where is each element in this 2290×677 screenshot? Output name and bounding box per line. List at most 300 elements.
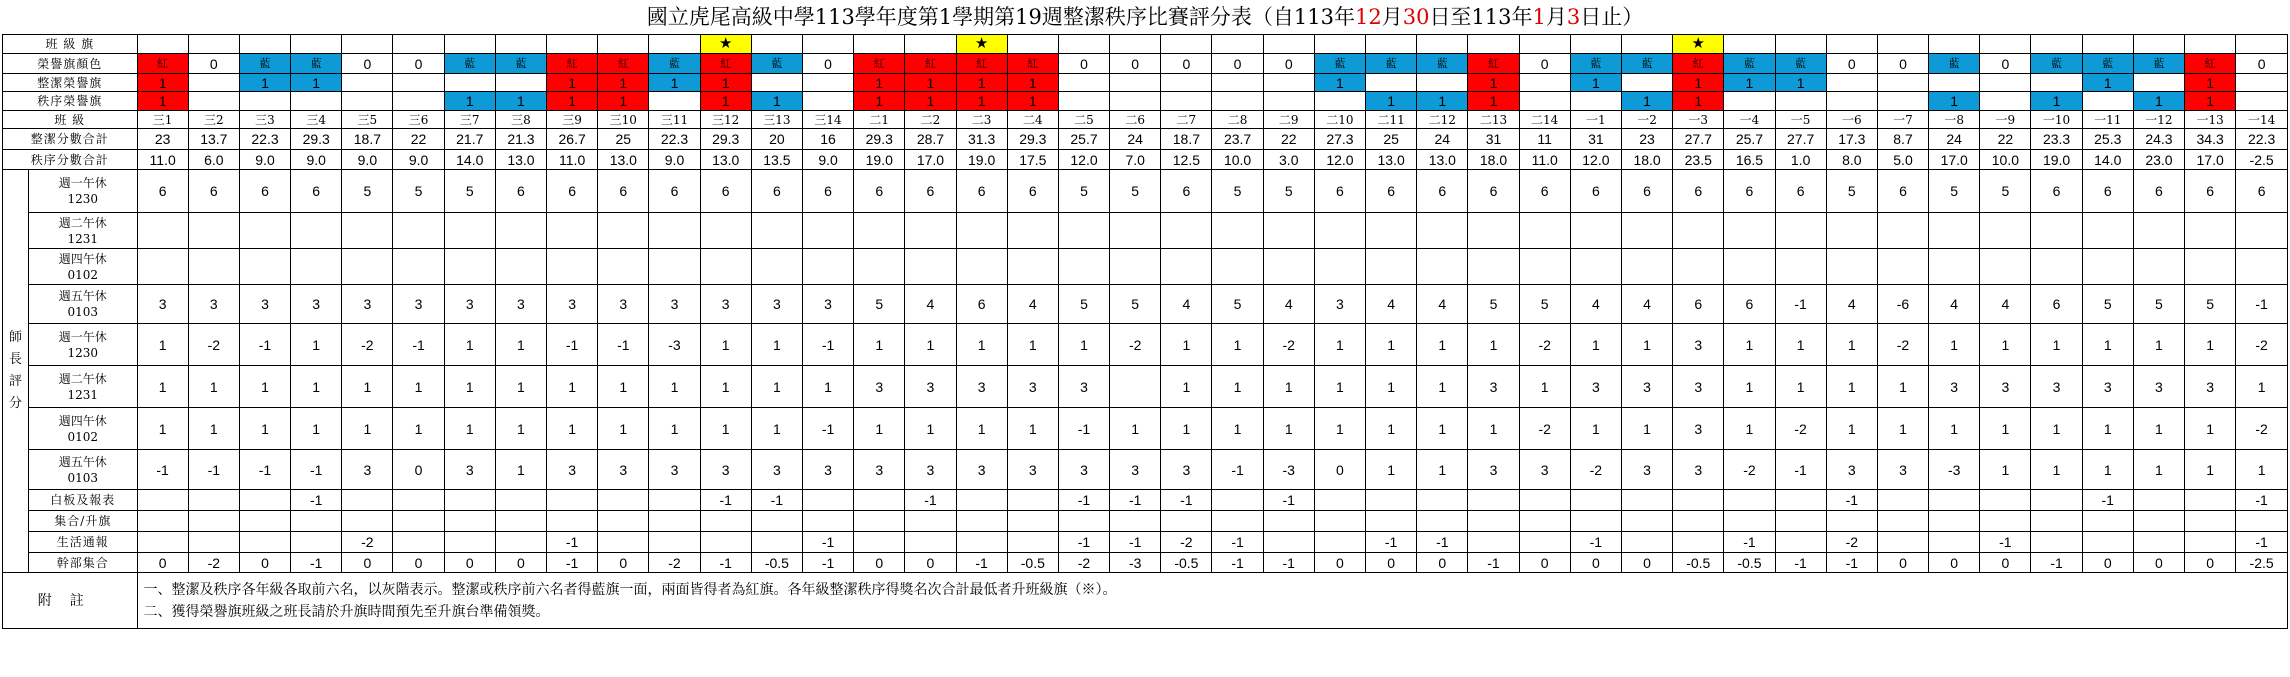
rest-8-cell-33: -1 [1775, 450, 1826, 490]
rest-1-cell-3: 6 [239, 170, 290, 213]
class-cell-14: 三14 [802, 111, 853, 129]
flag-color-cell-20: 0 [1110, 54, 1161, 74]
whiteboard-cell-38 [2031, 490, 2082, 511]
rest-8-cell-25: 1 [1366, 450, 1417, 490]
assembly-cell-17 [956, 511, 1007, 532]
clean-flag-cell-25 [1366, 74, 1417, 92]
class-flag-cell-16 [905, 35, 956, 54]
rest-8-cell-14: 3 [802, 450, 853, 490]
flag-color-cell-37: 0 [1980, 54, 2031, 74]
rest-7-cell-1: 1 [137, 408, 188, 450]
rest-2-cell-14 [802, 213, 853, 249]
class-flag-cell-14 [802, 35, 853, 54]
whiteboard-cell-8 [495, 490, 546, 511]
assembly-cell-37 [1980, 511, 2031, 532]
rest-1-cell-22: 5 [1212, 170, 1263, 213]
rest-1-cell-19: 5 [1058, 170, 1109, 213]
rest-4-cell-17: 6 [956, 285, 1007, 324]
class-cell-1: 三1 [137, 111, 188, 129]
flag-color-cell-9: 紅 [547, 54, 598, 74]
order-flag-row [3, 92, 2288, 111]
cadre-cell-10: 0 [598, 553, 649, 573]
flag-color-cell-22: 0 [1212, 54, 1263, 74]
clean-flag-cell-37 [1980, 74, 2031, 92]
flag-color-cell-39: 藍 [2082, 54, 2133, 74]
cadre-cell-26: 0 [1417, 553, 1468, 573]
label-rest-1: 週一午休 1230 [29, 170, 137, 213]
rest-4-cell-40: 5 [2133, 285, 2184, 324]
rest-5-cell-15: 1 [854, 324, 905, 366]
whiteboard-cell-35 [1877, 490, 1928, 511]
class-cell-12: 三12 [700, 111, 751, 129]
rest-5-cell-24: 1 [1314, 324, 1365, 366]
order-flag-cell-37 [1980, 92, 2031, 111]
whiteboard-cell-28 [1519, 490, 1570, 511]
class-cell-23: 二9 [1263, 111, 1314, 129]
order-flag-cell-36: 1 [1929, 92, 1980, 111]
order-flag-cell-16: 1 [905, 92, 956, 111]
rest-6-cell-26: 1 [1417, 366, 1468, 408]
assembly-cell-7 [444, 511, 495, 532]
clean-flag-cell-3: 1 [239, 74, 290, 92]
order-flag-cell-41: 1 [2185, 92, 2236, 111]
order-total-cell-13: 13.5 [751, 150, 802, 170]
clean-flag-cell-14 [802, 74, 853, 92]
whiteboard-cell-5 [342, 490, 393, 511]
flag-color-cell-16: 紅 [905, 54, 956, 74]
order-total-cell-5: 9.0 [342, 150, 393, 170]
order-flag-cell-39 [2082, 92, 2133, 111]
rest-7-cell-18: 1 [1007, 408, 1058, 450]
rest-6-cell-42: 1 [2236, 366, 2288, 408]
cadre-cell-41: 0 [2185, 553, 2236, 573]
life-cell-4 [291, 532, 342, 553]
life-cell-20: -1 [1110, 532, 1161, 553]
class-flag-cell-28 [1519, 35, 1570, 54]
rest-6-row [3, 366, 2288, 408]
rest-7-cell-5: 1 [342, 408, 393, 450]
class-cell-6: 三6 [393, 111, 444, 129]
whiteboard-cell-22 [1212, 490, 1263, 511]
order-total-cell-12: 13.0 [700, 150, 751, 170]
order-total-cell-23: 3.0 [1263, 150, 1314, 170]
label-life: 生活通報 [29, 532, 137, 553]
rest-2-cell-13 [751, 213, 802, 249]
cadre-cell-16: 0 [905, 553, 956, 573]
rest-2-cell-24 [1314, 213, 1365, 249]
flag-color-cell-31: 紅 [1673, 54, 1724, 74]
rest-1-cell-41: 6 [2185, 170, 2236, 213]
whiteboard-cell-41 [2185, 490, 2236, 511]
assembly-cell-35 [1877, 511, 1928, 532]
rest-7-cell-26: 1 [1417, 408, 1468, 450]
whiteboard-cell-27 [1468, 490, 1519, 511]
rest-5-cell-42: -2 [2236, 324, 2288, 366]
order-total-cell-24: 12.0 [1314, 150, 1365, 170]
flag-color-cell-41: 紅 [2185, 54, 2236, 74]
rest-5-cell-21: 1 [1161, 324, 1212, 366]
assembly-cell-20 [1110, 511, 1161, 532]
rest-8-cell-5: 3 [342, 450, 393, 490]
rest-5-cell-26: 1 [1417, 324, 1468, 366]
rest-7-cell-4: 1 [291, 408, 342, 450]
rest-4-cell-22: 5 [1212, 285, 1263, 324]
clean-flag-cell-13 [751, 74, 802, 92]
rest-6-cell-14: 1 [802, 366, 853, 408]
rest-6-cell-15: 3 [854, 366, 905, 408]
rest-3-cell-21 [1161, 249, 1212, 285]
order-flag-cell-10: 1 [598, 92, 649, 111]
rest-3-cell-27 [1468, 249, 1519, 285]
rest-8-cell-21: 3 [1161, 450, 1212, 490]
rest-1-cell-20: 5 [1110, 170, 1161, 213]
order-flag-cell-9: 1 [547, 92, 598, 111]
rest-6-cell-23: 1 [1263, 366, 1314, 408]
rest-7-cell-15: 1 [854, 408, 905, 450]
clean-flag-cell-19 [1058, 74, 1109, 92]
rest-6-cell-9: 1 [547, 366, 598, 408]
rest-4-cell-37: 4 [1980, 285, 2031, 324]
clean-total-cell-40: 24.3 [2133, 129, 2184, 150]
order-flag-cell-18: 1 [1007, 92, 1058, 111]
class-cell-24: 二10 [1314, 111, 1365, 129]
class-cell-22: 二8 [1212, 111, 1263, 129]
clean-total-cell-19: 25.7 [1058, 129, 1109, 150]
class-cell-9: 三9 [547, 111, 598, 129]
rest-4-cell-32: 6 [1724, 285, 1775, 324]
order-total-cell-3: 9.0 [239, 150, 290, 170]
class-flag-cell-13 [751, 35, 802, 54]
rest-7-cell-29: 1 [1570, 408, 1621, 450]
flag-color-cell-14: 0 [802, 54, 853, 74]
rest-4-cell-19: 5 [1058, 285, 1109, 324]
rest-1-cell-8: 6 [495, 170, 546, 213]
rest-6-cell-17: 3 [956, 366, 1007, 408]
rest-8-cell-36: -3 [1929, 450, 1980, 490]
label-class: 班 級 [3, 111, 138, 129]
rest-3-cell-4 [291, 249, 342, 285]
whiteboard-cell-23: -1 [1263, 490, 1314, 511]
rest-8-cell-24: 0 [1314, 450, 1365, 490]
assembly-cell-11 [649, 511, 700, 532]
rest-2-cell-33 [1775, 213, 1826, 249]
class-cell-25: 二11 [1366, 111, 1417, 129]
rest-4-cell-36: 4 [1929, 285, 1980, 324]
assembly-cell-1 [137, 511, 188, 532]
rest-2-cell-12 [700, 213, 751, 249]
rest-2-cell-34 [1826, 213, 1877, 249]
clean-total-cell-9: 26.7 [547, 129, 598, 150]
rest-2-cell-7 [444, 213, 495, 249]
order-total-cell-21: 12.5 [1161, 150, 1212, 170]
order-total-cell-20: 7.0 [1110, 150, 1161, 170]
life-cell-8 [495, 532, 546, 553]
rest-8-cell-4: -1 [291, 450, 342, 490]
order-flag-cell-34 [1826, 92, 1877, 111]
class-flag-cell-11 [649, 35, 700, 54]
order-flag-cell-26: 1 [1417, 92, 1468, 111]
whiteboard-cell-13: -1 [751, 490, 802, 511]
life-cell-18 [1007, 532, 1058, 553]
rest-2-cell-29 [1570, 213, 1621, 249]
order-total-cell-15: 19.0 [854, 150, 905, 170]
clean-total-cell-32: 25.7 [1724, 129, 1775, 150]
rest-7-cell-16: 1 [905, 408, 956, 450]
flag-color-cell-17: 紅 [956, 54, 1007, 74]
clean-flag-cell-23 [1263, 74, 1314, 92]
rest-5-cell-25: 1 [1366, 324, 1417, 366]
whiteboard-cell-42: -1 [2236, 490, 2288, 511]
rest-4-cell-11: 3 [649, 285, 700, 324]
label-assembly: 集合/升旗 [29, 511, 137, 532]
life-cell-38 [2031, 532, 2082, 553]
rest-2-cell-19 [1058, 213, 1109, 249]
order-total-cell-31: 23.5 [1673, 150, 1724, 170]
rest-3-cell-14 [802, 249, 853, 285]
class-cell-29: 一1 [1570, 111, 1621, 129]
label-rest-2: 週二午休 1231 [29, 213, 137, 249]
rest-8-cell-2: -1 [188, 450, 239, 490]
whiteboard-cell-12: -1 [700, 490, 751, 511]
assembly-cell-15 [854, 511, 905, 532]
class-cell-39: 一11 [2082, 111, 2133, 129]
order-flag-cell-33 [1775, 92, 1826, 111]
clean-total-cell-30: 23 [1621, 129, 1672, 150]
order-flag-cell-38: 1 [2031, 92, 2082, 111]
rest-8-cell-30: 3 [1621, 450, 1672, 490]
clean-flag-cell-27: 1 [1468, 74, 1519, 92]
assembly-cell-8 [495, 511, 546, 532]
assembly-cell-19 [1058, 511, 1109, 532]
rest-3-cell-11 [649, 249, 700, 285]
rest-3-cell-26 [1417, 249, 1468, 285]
order-total-cell-8: 13.0 [495, 150, 546, 170]
flag-color-cell-33: 藍 [1775, 54, 1826, 74]
flag-color-cell-7: 藍 [444, 54, 495, 74]
rest-7-cell-6: 1 [393, 408, 444, 450]
rest-2-cell-28 [1519, 213, 1570, 249]
clean-flag-cell-24: 1 [1314, 74, 1365, 92]
rest-2-cell-17 [956, 213, 1007, 249]
rest-3-cell-15 [854, 249, 905, 285]
rest-5-cell-10: -1 [598, 324, 649, 366]
rest-3-row [3, 249, 2288, 285]
assembly-cell-23 [1263, 511, 1314, 532]
order-flag-cell-20 [1110, 92, 1161, 111]
clean-total-cell-22: 23.7 [1212, 129, 1263, 150]
flag-color-cell-10: 紅 [598, 54, 649, 74]
flag-color-row [3, 54, 2288, 74]
rest-7-cell-11: 1 [649, 408, 700, 450]
rest-5-cell-32: 1 [1724, 324, 1775, 366]
label-order-total: 秩序分數合計 [3, 150, 138, 170]
order-flag-cell-13: 1 [751, 92, 802, 111]
rest-8-cell-19: 3 [1058, 450, 1109, 490]
rest-7-cell-39: 1 [2082, 408, 2133, 450]
class-cell-30: 一2 [1621, 111, 1672, 129]
rest-5-cell-33: 1 [1775, 324, 1826, 366]
class-cell-19: 二5 [1058, 111, 1109, 129]
class-cell-40: 一12 [2133, 111, 2184, 129]
flag-color-cell-5: 0 [342, 54, 393, 74]
whiteboard-cell-7 [444, 490, 495, 511]
cadre-cell-40: 0 [2133, 553, 2184, 573]
assembly-cell-14 [802, 511, 853, 532]
rest-1-cell-23: 5 [1263, 170, 1314, 213]
order-total-cell-34: 8.0 [1826, 150, 1877, 170]
clean-total-cell-34: 17.3 [1826, 129, 1877, 150]
whiteboard-cell-29 [1570, 490, 1621, 511]
rest-8-cell-23: -3 [1263, 450, 1314, 490]
rest-6-cell-8: 1 [495, 366, 546, 408]
class-flag-cell-17: ★ [956, 35, 1007, 54]
rest-4-cell-39: 5 [2082, 285, 2133, 324]
rest-7-cell-13: 1 [751, 408, 802, 450]
rest-1-cell-15: 6 [854, 170, 905, 213]
clean-flag-cell-6 [393, 74, 444, 92]
assembly-cell-6 [393, 511, 444, 532]
cadre-row [3, 553, 2288, 573]
clean-flag-cell-17: 1 [956, 74, 1007, 92]
rest-6-cell-35: 1 [1877, 366, 1928, 408]
clean-total-cell-12: 29.3 [700, 129, 751, 150]
class-cell-8: 三8 [495, 111, 546, 129]
clean-flag-cell-34 [1826, 74, 1877, 92]
rest-2-cell-36 [1929, 213, 1980, 249]
order-total-cell-11: 9.0 [649, 150, 700, 170]
order-total-cell-25: 13.0 [1366, 150, 1417, 170]
life-cell-15 [854, 532, 905, 553]
assembly-row [3, 511, 2288, 532]
rest-3-cell-7 [444, 249, 495, 285]
whiteboard-cell-1 [137, 490, 188, 511]
rest-5-cell-12: 1 [700, 324, 751, 366]
rest-6-cell-16: 3 [905, 366, 956, 408]
clean-flag-cell-42 [2236, 74, 2288, 92]
flag-color-cell-34: 0 [1826, 54, 1877, 74]
class-flag-cell-20 [1110, 35, 1161, 54]
rest-6-cell-2: 1 [188, 366, 239, 408]
rest-7-cell-41: 1 [2185, 408, 2236, 450]
clean-total-cell-38: 23.3 [2031, 129, 2082, 150]
rest-6-cell-11: 1 [649, 366, 700, 408]
clean-flag-cell-26 [1417, 74, 1468, 92]
rest-1-cell-26: 6 [1417, 170, 1468, 213]
life-cell-22: -1 [1212, 532, 1263, 553]
rest-3-cell-34 [1826, 249, 1877, 285]
assembly-cell-21 [1161, 511, 1212, 532]
label-whiteboard: 白板及報表 [29, 490, 137, 511]
rest-1-cell-9: 6 [547, 170, 598, 213]
label-rest-8: 週五午休 0103 [29, 450, 137, 490]
order-total-cell-36: 17.0 [1929, 150, 1980, 170]
clean-total-row [3, 129, 2288, 150]
rest-3-cell-18 [1007, 249, 1058, 285]
flag-color-cell-32: 藍 [1724, 54, 1775, 74]
class-flag-cell-5 [342, 35, 393, 54]
order-total-cell-40: 23.0 [2133, 150, 2184, 170]
class-flag-cell-9 [547, 35, 598, 54]
order-total-cell-27: 18.0 [1468, 150, 1519, 170]
class-cell-31: 一3 [1673, 111, 1724, 129]
life-cell-12 [700, 532, 751, 553]
cadre-cell-17: -1 [956, 553, 1007, 573]
whiteboard-cell-6 [393, 490, 444, 511]
order-flag-cell-30: 1 [1621, 92, 1672, 111]
flag-color-cell-4: 藍 [291, 54, 342, 74]
rest-6-cell-40: 3 [2133, 366, 2184, 408]
rest-1-cell-39: 6 [2082, 170, 2133, 213]
life-cell-21: -2 [1161, 532, 1212, 553]
class-cell-13: 三13 [751, 111, 802, 129]
life-cell-33 [1775, 532, 1826, 553]
rest-5-cell-16: 1 [905, 324, 956, 366]
rest-7-cell-31: 3 [1673, 408, 1724, 450]
whiteboard-cell-37 [1980, 490, 2031, 511]
rest-8-cell-28: 3 [1519, 450, 1570, 490]
rest-3-cell-25 [1366, 249, 1417, 285]
rest-2-cell-15 [854, 213, 905, 249]
rest-5-cell-2: -2 [188, 324, 239, 366]
label-clean-total: 整潔分數合計 [3, 129, 138, 150]
order-flag-cell-2 [188, 92, 239, 111]
rest-2-cell-42 [2236, 213, 2288, 249]
rest-8-cell-13: 3 [751, 450, 802, 490]
rest-3-cell-10 [598, 249, 649, 285]
label-order-flag: 秩序榮譽旗 [3, 92, 138, 111]
clean-flag-cell-15: 1 [854, 74, 905, 92]
rest-5-cell-14: -1 [802, 324, 853, 366]
rest-4-cell-30: 4 [1621, 285, 1672, 324]
rest-1-cell-34: 5 [1826, 170, 1877, 213]
rest-2-cell-40 [2133, 213, 2184, 249]
whiteboard-cell-24 [1314, 490, 1365, 511]
order-total-cell-2: 6.0 [188, 150, 239, 170]
rest-3-cell-37 [1980, 249, 2031, 285]
flag-color-cell-3: 藍 [239, 54, 290, 74]
flag-color-cell-12: 紅 [700, 54, 751, 74]
whiteboard-cell-3 [239, 490, 290, 511]
rest-6-cell-7: 1 [444, 366, 495, 408]
flag-color-cell-29: 藍 [1570, 54, 1621, 74]
flag-color-cell-42: 0 [2236, 54, 2288, 74]
life-row [3, 532, 2288, 553]
rest-5-cell-17: 1 [956, 324, 1007, 366]
flag-color-cell-35: 0 [1877, 54, 1928, 74]
class-cell-20: 二6 [1110, 111, 1161, 129]
clean-total-cell-6: 22 [393, 129, 444, 150]
rest-2-cell-23 [1263, 213, 1314, 249]
rest-4-cell-14: 3 [802, 285, 853, 324]
life-cell-25: -1 [1366, 532, 1417, 553]
rest-6-cell-37: 3 [1980, 366, 2031, 408]
rest-3-cell-41 [2185, 249, 2236, 285]
rest-6-cell-5: 1 [342, 366, 393, 408]
cadre-cell-22: -1 [1212, 553, 1263, 573]
order-flag-cell-8: 1 [495, 92, 546, 111]
rest-8-cell-9: 3 [547, 450, 598, 490]
flag-color-cell-18: 紅 [1007, 54, 1058, 74]
life-cell-23 [1263, 532, 1314, 553]
rest-4-cell-8: 3 [495, 285, 546, 324]
assembly-cell-22 [1212, 511, 1263, 532]
rest-3-cell-19 [1058, 249, 1109, 285]
life-cell-16 [905, 532, 956, 553]
rest-3-cell-24 [1314, 249, 1365, 285]
cadre-cell-2: -2 [188, 553, 239, 573]
rest-2-cell-20 [1110, 213, 1161, 249]
rest-2-cell-6 [393, 213, 444, 249]
